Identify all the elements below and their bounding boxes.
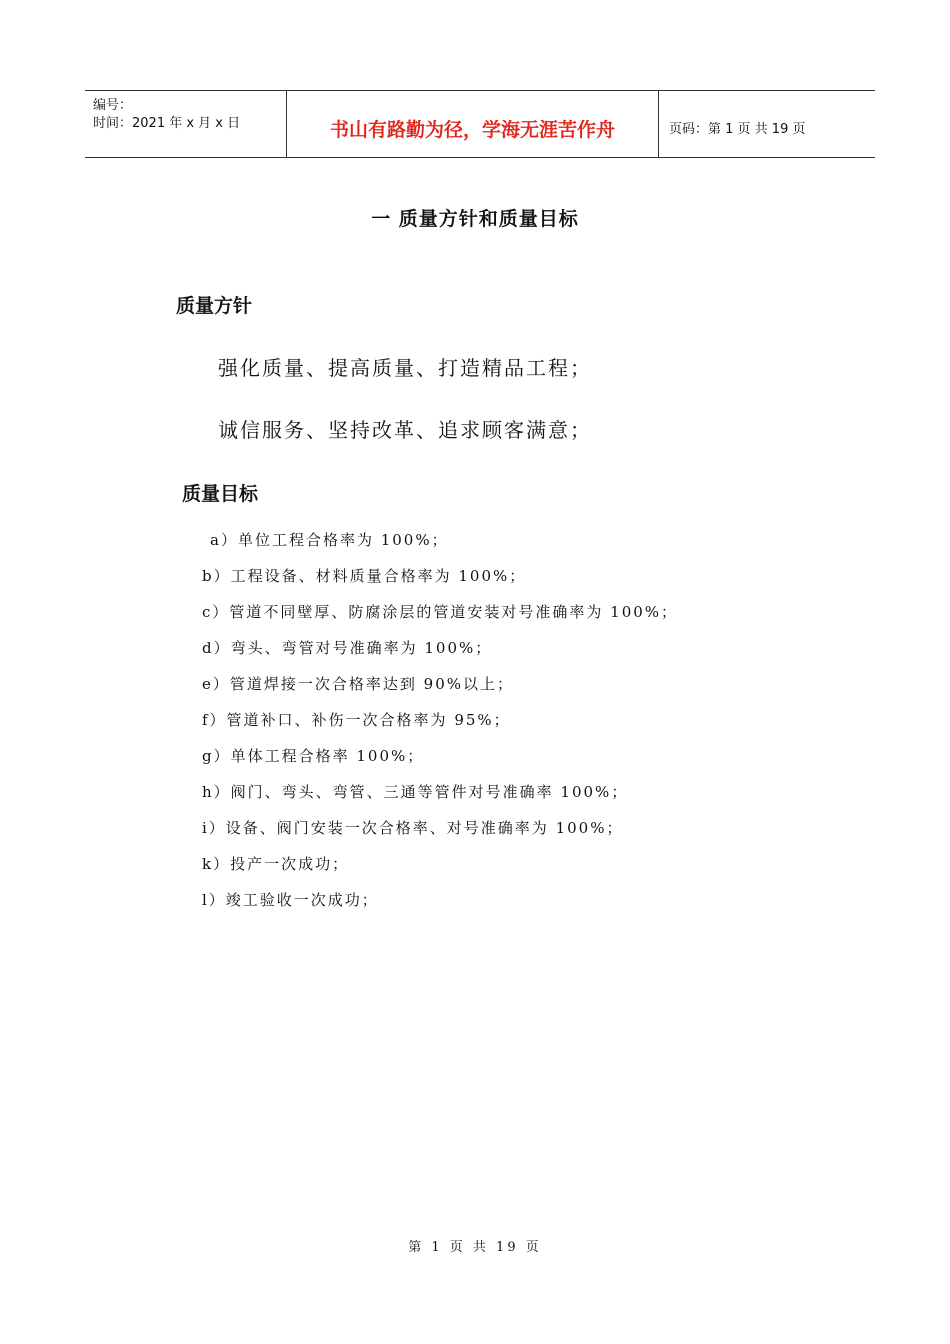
policy-line: 强化质量、提高质量、打造精品工程； — [218, 356, 592, 380]
list-item: e）管道焊接一次合格率达到 90%以上； — [202, 675, 514, 693]
list-item: c）管道不同壁厚、防腐涂层的管道安装对号准确率为 100%； — [202, 603, 679, 621]
policy-line: 诚信服务、坚持改革、追求顾客满意； — [218, 418, 592, 442]
header-motto: 书山有路勤为径，学海无涯苦作舟 — [329, 119, 615, 141]
list-item: i）设备、阀门安装一次合格率、对号准确率为 100%； — [202, 819, 624, 837]
list-item: d）弯头、弯管对号准确率为 100%； — [202, 639, 493, 657]
header-meta-cell — [85, 91, 286, 157]
page-title: 一 质量方针和质量目标 — [371, 208, 579, 230]
list-item: k）投产一次成功； — [202, 855, 350, 873]
quality-goals-heading: 质量目标 — [182, 483, 259, 505]
page-footer: 第 1 页 共 19 页 — [408, 1240, 542, 1255]
list-item: a）单位工程合格率为 100%； — [210, 531, 449, 549]
document-date: 时间：2021 年 x 月 x 日 — [93, 116, 241, 131]
list-item: l）竣工验收一次成功； — [202, 891, 379, 909]
list-item: f）管道补口、补伤一次合格率为 95%； — [202, 711, 511, 729]
list-item: h）阀门、弯头、弯管、三通等管件对号准确率 100%； — [202, 783, 629, 801]
quality-policy-heading: 质量方针 — [176, 295, 253, 317]
page-header — [85, 90, 875, 158]
list-item: b）工程设备、材料质量合格率为 100%； — [202, 567, 527, 585]
header-page-info: 页码：第 1 页 共 19 页 — [669, 122, 806, 137]
header-motto-cell — [286, 91, 659, 157]
header-page-cell — [659, 91, 875, 157]
document-number-label: 编号： — [93, 98, 133, 113]
list-item: g）单体工程合格率 100%； — [202, 747, 425, 765]
quality-goals-list — [202, 527, 678, 923]
